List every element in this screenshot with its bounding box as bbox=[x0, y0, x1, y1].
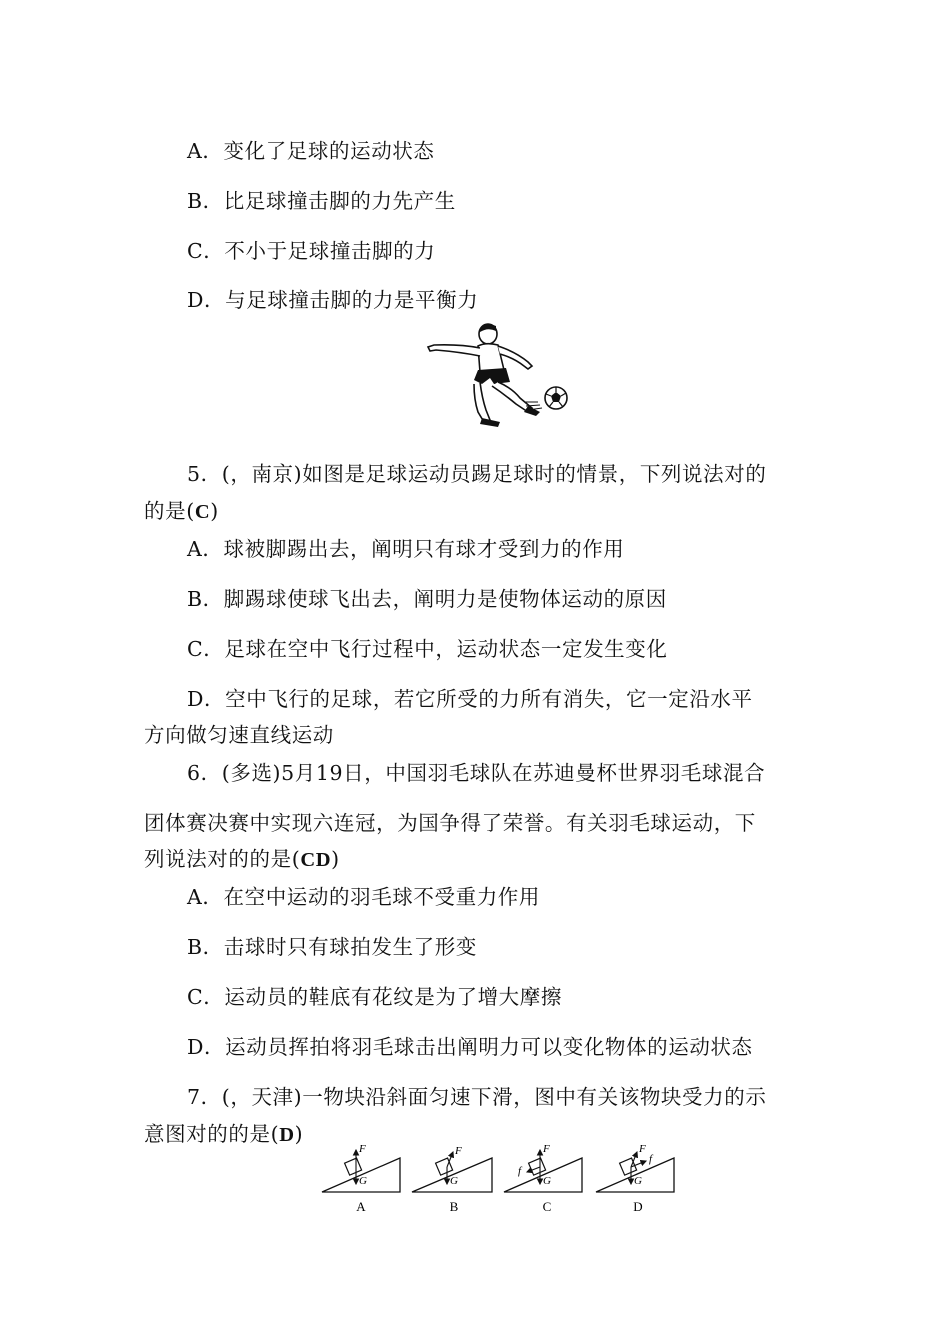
q5-stem-line1: 5．(，南京)如图是足球运动员踢足球时的情景，下列说法对的 bbox=[187, 462, 767, 486]
q7-a-caption: A bbox=[356, 1199, 366, 1214]
q7-d-label-f-small: f bbox=[649, 1153, 653, 1165]
q7-diagram-d bbox=[596, 1143, 674, 1214]
q6-stem-suffix: ) bbox=[331, 847, 340, 871]
q7-a-label-f: F bbox=[359, 1143, 366, 1155]
q7-force-diagrams bbox=[318, 1140, 680, 1218]
q7-c-label-f: F bbox=[543, 1143, 550, 1155]
q6-stem-line2: 团体赛决赛中实现六连冠，为国争得了荣誉。有关羽毛球运动，下 bbox=[144, 811, 756, 835]
q7-stem-line2 bbox=[144, 1120, 303, 1149]
q5-answer: C bbox=[194, 501, 211, 523]
q4-option-c: C．不小于足球撞击脚的力 bbox=[187, 239, 436, 263]
q7-stem-prefix: 意图对的的是( bbox=[144, 1122, 280, 1146]
q7-stem-line1: 7．(，天津)一物块沿斜面匀速下滑，图中有关该物块受力的示 bbox=[187, 1085, 767, 1109]
q5-stem-prefix: 的是( bbox=[144, 499, 195, 523]
q7-c-caption: C bbox=[542, 1199, 552, 1214]
q5-option-c: C．足球在空中飞行过程中，运动状态一定发生变化 bbox=[187, 637, 668, 661]
q7-diagram-c bbox=[504, 1143, 582, 1214]
q5-option-d-cont: 方向做匀速直线运动 bbox=[144, 723, 334, 747]
q6-stem-prefix: 列说法对的的是( bbox=[144, 847, 301, 871]
q4-option-a: A．变化了足球的运动状态 bbox=[187, 139, 435, 163]
q7-b-caption: B bbox=[449, 1199, 459, 1214]
q5-option-b: B．脚踢球使球飞出去，阐明力是使物体运动的原因 bbox=[187, 587, 667, 611]
q7-b-label-f: F bbox=[455, 1145, 462, 1157]
q7-d-caption: D bbox=[633, 1199, 643, 1214]
q6-answer: CD bbox=[300, 849, 332, 871]
q7-a-label-g: G bbox=[359, 1175, 367, 1187]
q7-b-label-g: G bbox=[450, 1175, 458, 1187]
q5-option-a: A．球被脚踢出去，阐明只有球才受到力的作用 bbox=[187, 537, 625, 561]
q7-d-label-f: F bbox=[639, 1143, 646, 1155]
q7-answer: D bbox=[279, 1124, 295, 1146]
q7-c-label-f-small: f bbox=[518, 1165, 522, 1177]
q7-diagram-b bbox=[412, 1145, 492, 1214]
q4-option-d: D．与足球撞击脚的力是平衡力 bbox=[187, 288, 479, 312]
q4-option-b: B．比足球撞击脚的力先产生 bbox=[187, 189, 456, 213]
soccer-player-illustration bbox=[420, 318, 580, 430]
q6-stem-line3 bbox=[144, 845, 340, 874]
q7-diagram-a bbox=[322, 1143, 400, 1214]
q7-d-label-g: G bbox=[634, 1175, 642, 1187]
q6-option-d: D．运动员挥拍将羽毛球击出阐明力可以变化物体的运动状态 bbox=[187, 1035, 753, 1059]
q6-option-a: A．在空中运动的羽毛球不受重力作用 bbox=[187, 885, 541, 909]
q5-stem-line2 bbox=[144, 497, 219, 526]
q6-option-c: C．运动员的鞋底有花纹是为了增大摩擦 bbox=[187, 985, 562, 1009]
q6-stem-line1: 6．(多选)5月19日，中国羽毛球队在苏迪曼杯世界羽毛球混合 bbox=[187, 761, 766, 785]
q5-option-d: D．空中飞行的足球，若它所受的力所有消失，它一定沿水平 bbox=[187, 687, 753, 711]
q5-stem-suffix: ) bbox=[210, 499, 219, 523]
q6-option-b: B．击球时只有球拍发生了形变 bbox=[187, 935, 477, 959]
q7-c-label-g: G bbox=[543, 1175, 551, 1187]
q7-stem-suffix: ) bbox=[294, 1122, 304, 1146]
